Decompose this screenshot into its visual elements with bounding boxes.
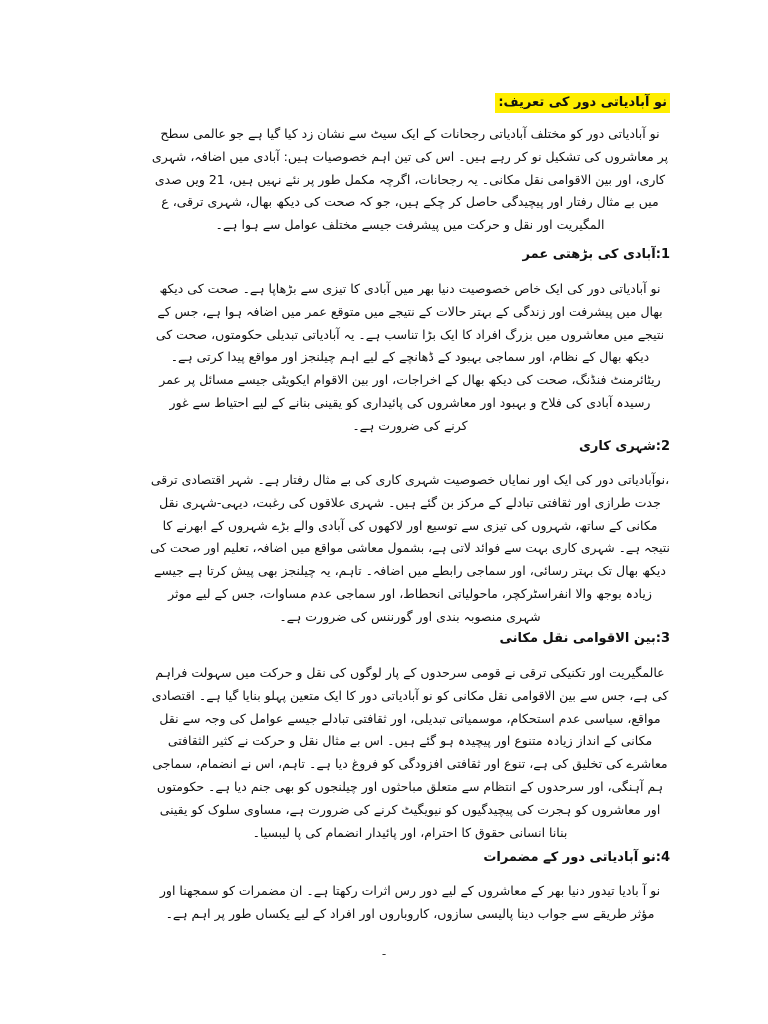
text-line: ،نوآبادیاتی دور کی ایک اور نمایاں خصوصیت شہری کاری کی بے مثال رفتار ہے۔ شہر اقتصادی ترقی (150, 472, 670, 487)
intro-paragraph (150, 123, 670, 237)
text-line: زیادہ بوجھ والا انفراسٹرکچر، ماحولیاتی انحطاط، اور سماجی عدم مساوات، جس کے لیے موثر (168, 585, 652, 601)
text-line: نتیجے میں معاشروں میں بزرگ افراد کا ایک بڑا تناسب ہے۔ یہ آبادیاتی تبدیلی حکومتوں، صحت کی (155, 326, 665, 342)
text-line: دیکھ بھال تک بہتر رسائی، اور سماجی رابطے میں اضافہ۔ تاہم، یہ چیلنجز بھی پیش کرتا ہے جیسے (154, 563, 666, 579)
text-line: رسیدہ آبادی کی فلاح و بہبود اور معاشروں کی پائیداری کو یقینی بنانے کے لیے احتیاط سے غور (169, 394, 651, 410)
text-line: دیکھ بھال کے نظام، اور سماجی بہبود کے ڈھانچے کے لیے اہم چیلنجز اور مواقع پیدا کرتی ہے۔ (170, 349, 650, 365)
section-paragraph (150, 880, 670, 926)
text-line: میں بے مثال رفتار اور پیچیدگی حاصل کر چکے ہیں، جو کہ صحت کی دیکھ بھال، شہری ترقی، ع (161, 194, 659, 210)
section-paragraph (150, 469, 670, 629)
text-line: نو آبادیاتی دور کو مختلف آبادیاتی رجحانات کے ایک سیٹ سے نشان زد کیا گیا ہے جو عالمی سطح (160, 126, 660, 141)
text-line: نو آبادیاتی دور کی ایک خاص خصوصیت دنیا بھر میں آبادی کا تیزی سے بڑھاپا ہے۔ صحت کی دیکھ (159, 281, 661, 296)
text-line: کرنے کی ضرورت ہے۔ (352, 417, 468, 433)
text-line: اور معاشروں کو ہجرت کی پیچیدگیوں کو نیویگیٹ کرنے کی ضرورت ہے، مساوی سلوک کو یقینی (159, 801, 661, 817)
text-line: کاری، اور بین الاقوامی نقل مکانی۔ یہ رجحانات، اگرچہ مکمل طور پر نئے نہیں ہیں، 21 ویں صدی (154, 171, 666, 187)
text-line: ریٹائرمنٹ فنڈنگ، صحت کی دیکھ بھال کے اخراجات، اور بین الاقوام ایکویٹی جیسے مسائل پر عمر (159, 372, 661, 388)
text-line: نتیجہ ہے۔ شہری کاری بہت سے فوائد لاتی ہے، بشمول معاشی مواقع میں اضافہ، تعلیم اور صحت کی (150, 541, 670, 556)
section-paragraph (150, 662, 670, 844)
section-heading: 3:بین الاقوامی نقل مکانی (499, 631, 670, 646)
text-line: المگیریت اور نقل و حرکت میں پیشرفت جیسے مختلف عوامل سے ہوا ہے۔ (215, 217, 605, 233)
text-line: مکانی کے انداز زیادہ متنوع اور پیچیدہ ہو گئے ہیں۔ اس بے مثال نقل و حرکت نے کثیر الثقافتی (167, 733, 653, 749)
section-heading: 2:شہری کاری (578, 439, 670, 454)
text-line: مؤثر طریقے سے جواب دینا پالیسی سازوں، کاروباروں اور افراد کے لیے یکساں طور پر اہم ہے۔ (165, 905, 655, 921)
text-line: نو آ بادیا تیدور دنیا بھر کے معاشروں کے لیے دور رس اثرات رکھتا ہے۔ ان مضمرات کو سمجھنا اور (159, 883, 661, 898)
text-line: پر معاشروں کی تشکیل نو کر رہے ہیں۔ اس کی تین اہم خصوصیات ہیں: آبادی میں اضافہ، شہری (151, 148, 669, 164)
section-heading: 4:نو آبادیاتی دور کے مضمرات (483, 850, 670, 865)
text-line: کی ہے، جس سے بین الاقوامی نقل مکانی کو نو آبادیاتی دور کا ایک متعین پہلو بنایا گیا ہے۔ اقتصادی (151, 687, 669, 703)
text-line: شہری منصوبہ بندی اور گورننس کی ضرورت ہے۔ (279, 608, 541, 624)
section-paragraph (150, 278, 670, 438)
page-footer-mark: - (381, 947, 387, 961)
text-line: بنانا انسانی حقوق کا احترام، اور پائیدار انضمام کی پا لیبسیا۔ (252, 824, 568, 840)
text-line: ہم آہنگی، اور سرحدوں کے انتظام سے متعلق مباحثوں اور چیلنجوں کو بھی جنم دیا ہے۔ حکومتوں (156, 778, 664, 794)
text-line: بھال میں پیشرفت اور زندگی کے بہتر حالات کے نتیجے میں متوقع عمر میں اضافہ ہوا ہے، جس کے (157, 303, 663, 319)
section-heading: 1:آبادی کی بڑھتی عمر (522, 247, 670, 262)
document-title: نو آبادیاتی دور کی تعریف: (495, 93, 670, 113)
text-line: مواقع، سیاسی عدم استحکام، موسمیاتی تبدیلی، اور ثقافتی تبادلے جیسے عوامل کی وجہ سے نقل (159, 710, 661, 726)
text-line: جدت طرازی اور ثقافتی تبادلے کے مرکز بن گئے ہیں۔ شہری علاقوں کی رغبت، دیہی-شہری نقل (159, 494, 661, 510)
text-line: عالمگیریت اور تکنیکی ترقی نے قومی سرحدوں کے پار لوگوں کی نقل و حرکت میں سہولت فراہم (155, 665, 665, 680)
text-line: معاشرے کی تخلیق کی ہے، تنوع اور ثقافتی افزودگی کو فروغ دیا ہے۔ تاہم، اس نے انضمام، سماجی (152, 756, 668, 772)
text-line: مکانی کے ساتھ، شہروں کی تیزی سے توسیع اور لاکھوں کی آبادی والے بڑے شہروں کے ابھرنے کا (162, 517, 658, 533)
